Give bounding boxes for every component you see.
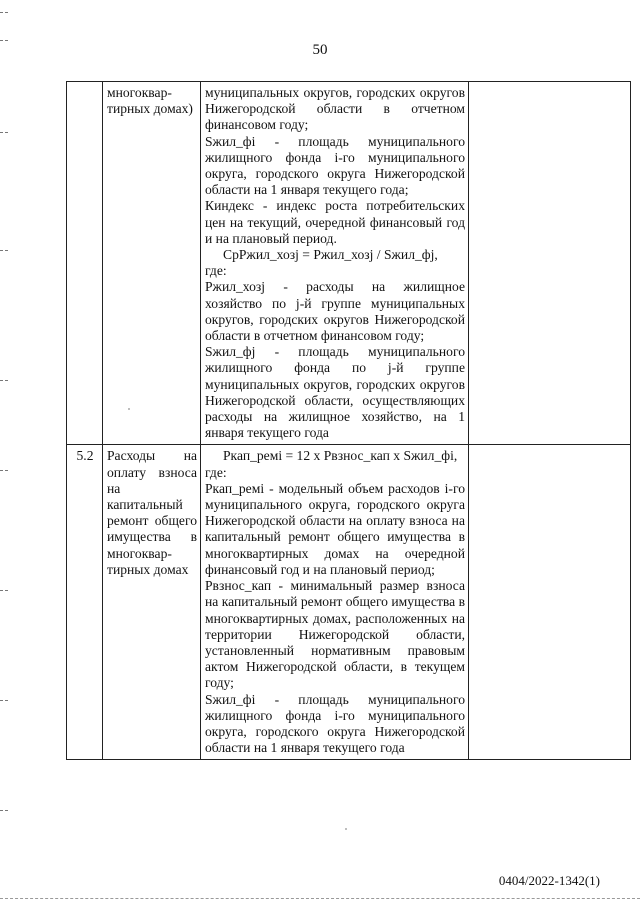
notes-cell	[469, 82, 631, 445]
calculation-method	[201, 445, 469, 760]
definition: где:	[205, 263, 227, 279]
expense-name	[103, 445, 201, 760]
row-number	[67, 82, 103, 445]
table-body	[67, 82, 631, 760]
expense-name-line: тирных домах)	[107, 101, 193, 117]
table-row	[67, 445, 631, 760]
definition: муниципальных округов, городских округов Нижегородской области в отчетном финансовом году;	[205, 85, 465, 133]
scan-edge-mark	[0, 12, 8, 13]
expense-name-line: Расходы на оплату взноса на капитальный ремонт общего имущества в многоквар-	[107, 448, 197, 561]
definition: Киндекс - индекс роста потребительских цен на текущий, очередной финансовый год и на плановый период.	[205, 198, 465, 246]
row-number: 5.2	[67, 445, 103, 760]
scan-edge-mark	[0, 700, 8, 701]
definition: Sжил_фi - площадь муниципального жилищного фонда i-го муниципального округа, городского округа Нижегородской области на 1 января текущего года;	[205, 133, 465, 198]
methodology-table	[66, 81, 631, 760]
scan-edge-mark	[0, 380, 8, 381]
table-row	[67, 82, 631, 445]
notes-cell	[469, 445, 631, 760]
scan-edge-mark	[0, 470, 8, 471]
scan-bottom-edge	[0, 898, 640, 899]
expense-name	[103, 82, 201, 445]
document-code: 0404/2022-1342(1)	[498, 873, 600, 888]
scan-speck	[345, 828, 347, 830]
scan-edge-mark	[0, 40, 8, 41]
definition: Sжил_фj - площадь муниципального жилищного фонда по j-й группе муниципальных округов, городских округов Нижегородской области, осуществляющих расходы на жилищное хозяйство, на 1 января текущего года	[205, 344, 465, 441]
definition: Sжил_фi - площадь муниципального жилищного фонда i-го муниципального округа, городского округа Нижегородской области на 1 января текущего года	[205, 691, 465, 756]
definition: Ржил_хозj - расходы на жилищное хозяйство по j-й группе муниципальных округов, городских округов Нижегородской области в отчетном финансовом году;	[205, 279, 465, 344]
definition: где:	[205, 464, 227, 480]
expense-name-line: тирных домах	[107, 561, 189, 577]
scan-edge-mark	[0, 810, 8, 811]
scan-edge-mark	[0, 250, 8, 251]
scan-edge-mark	[0, 590, 8, 591]
definition: Ркап_ремi - модельный объем расходов i-го муниципального округа, городского округа Нижегородской области на оплату взноса на капитальный ремонт общего имущества в многоквартирных домах на очередной финансовый год и на плановый период;	[205, 480, 465, 577]
formula: Ркап_ремi = 12 x Рвзнос_кап x Sжил_фi,	[223, 448, 458, 464]
calculation-method	[201, 82, 469, 445]
formula: СрРжил_хозj = Ржил_хозj / Sжил_фj,	[223, 247, 438, 263]
scan-speck	[128, 408, 130, 410]
definition: Рвзнос_кап - минимальный размер взноса на капитальный ремонт общего имущества в многоквартирных домах, расположенных на территории Нижегородской области, установленный нормативным правовым актом Нижегородской области, в текущем году;	[205, 578, 465, 691]
scan-edge-mark	[0, 132, 8, 133]
page-number: 50	[312, 42, 328, 58]
expense-name-line: многоквар-	[107, 85, 172, 100]
